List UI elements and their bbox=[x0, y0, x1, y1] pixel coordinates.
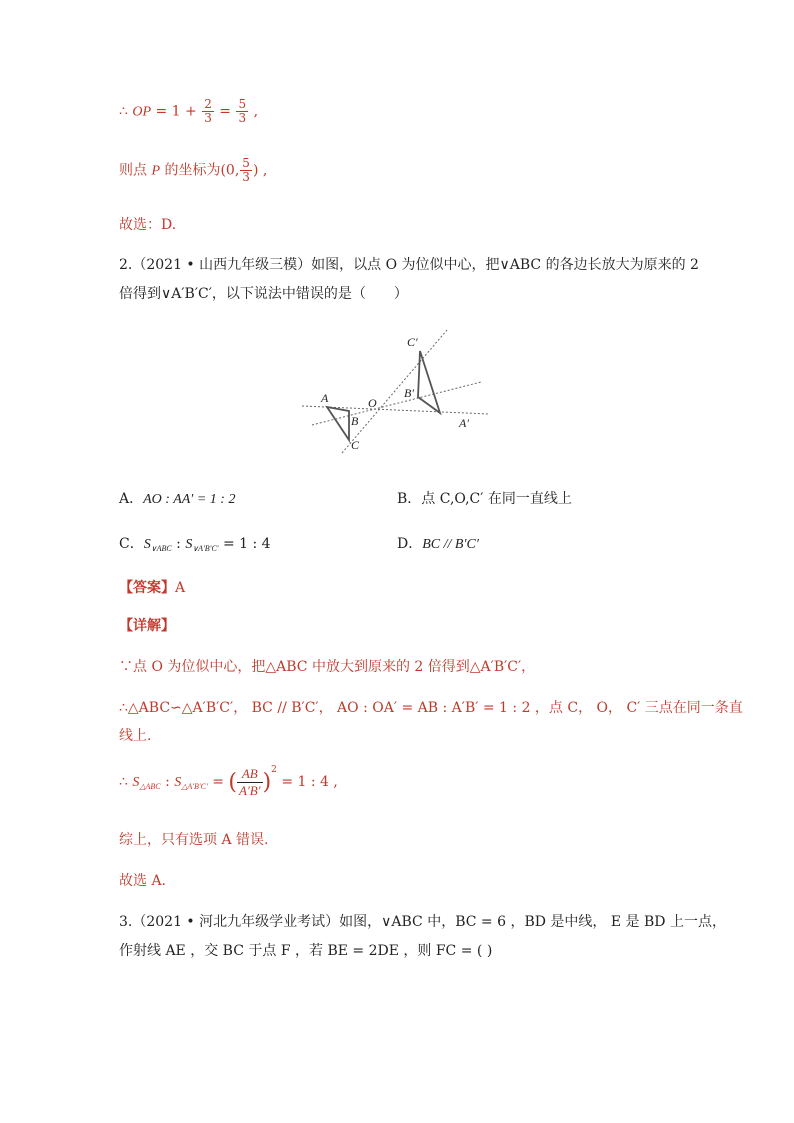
frac-num: 2 bbox=[204, 97, 212, 111]
option-d-text: BC // B′C′ bbox=[422, 537, 479, 552]
equals: = bbox=[214, 103, 236, 120]
ratio: = 1 : 4 , bbox=[276, 774, 338, 790]
label-o: O bbox=[368, 396, 377, 410]
therefore-symbol: ∴ bbox=[119, 774, 133, 790]
colon: : bbox=[160, 774, 175, 790]
frac-den: 3 bbox=[242, 170, 250, 184]
coord-open: (0, bbox=[220, 162, 240, 179]
comma: , bbox=[258, 162, 268, 179]
therefore-symbol: ∴ bbox=[119, 103, 133, 120]
solution-line-summary: 综上，只有选项 A 错误. bbox=[119, 832, 269, 848]
s-symbol: S bbox=[174, 775, 182, 790]
detail-tag: 【详解】 bbox=[119, 618, 175, 634]
frac-num: AB bbox=[237, 766, 263, 783]
solution-line-choose: 故选 A. bbox=[119, 873, 167, 889]
frac-num: 5 bbox=[242, 156, 250, 170]
label-c-prime: C′ bbox=[407, 335, 418, 349]
option-a bbox=[119, 488, 235, 508]
option-d-label: D． bbox=[397, 536, 423, 552]
homothety-figure bbox=[297, 328, 497, 458]
frac-den: A′B′ bbox=[239, 782, 261, 798]
s-symbol: S bbox=[185, 537, 193, 552]
point-p: P bbox=[151, 163, 161, 179]
choose-d: 故选：D. bbox=[119, 217, 177, 233]
label-a: A bbox=[321, 391, 329, 405]
solution-line-2: ∴△ABC∽△A′B′C′， BC // B′C′， AO : OA′ = AB : A′B′ = 1 : 2 ，点 C， O， C′ 三点在同一条直 bbox=[119, 700, 743, 716]
triangle-abc bbox=[327, 407, 349, 440]
frac-num: 5 bbox=[238, 97, 247, 111]
label-c: C bbox=[351, 438, 360, 452]
solution-line-coordinate bbox=[119, 157, 267, 184]
answer-value: A bbox=[175, 580, 186, 596]
fraction-five-thirds bbox=[236, 98, 248, 125]
solution-line-3: 线上. bbox=[119, 728, 152, 744]
answer-tag: 【答案】 bbox=[119, 580, 175, 596]
fraction-two-thirds bbox=[202, 98, 214, 125]
exponent: 2 bbox=[271, 765, 277, 775]
option-d bbox=[397, 533, 479, 553]
question-2-line-2: 倍得到∨A′B′C′，以下说法中错误的是（ ） bbox=[119, 286, 408, 302]
option-c bbox=[119, 533, 271, 553]
subscript: ∨ABC bbox=[150, 544, 172, 553]
equals-plus: = 1 + bbox=[151, 103, 202, 120]
option-b-label: B． bbox=[397, 491, 422, 507]
option-a-text: AO : AA′ = 1 : 2 bbox=[143, 492, 236, 507]
right-paren: ) bbox=[262, 769, 272, 795]
left-paren: ( bbox=[228, 769, 237, 795]
ab-fraction bbox=[237, 766, 263, 799]
label-b-prime: B′ bbox=[404, 386, 414, 400]
subscript: ∨A′B′C′ bbox=[192, 544, 219, 553]
frac-den: 3 bbox=[204, 111, 212, 125]
s-symbol: S bbox=[132, 775, 140, 790]
option-b-text: 点 C,O,C′ 在同一直线上 bbox=[421, 491, 572, 507]
coord-close: ) bbox=[252, 162, 259, 179]
subscript: △A′B′C′ bbox=[181, 782, 208, 791]
label-b: B bbox=[351, 414, 359, 428]
ratio: = 1 : 4 bbox=[218, 536, 271, 552]
subscript: △ABC bbox=[139, 782, 161, 791]
text-pre: 则点 bbox=[119, 162, 152, 179]
question-3-line-1: 3.（2021 • 河北九年级学业考试）如图，∨ABC 中，BC = 6 ，BD 是中线， E 是 BD 上一点， bbox=[119, 914, 726, 930]
text-mid: 的坐标为 bbox=[160, 162, 221, 179]
colon: : bbox=[171, 536, 186, 552]
dashed-line-cc bbox=[342, 330, 447, 453]
s-symbol: S bbox=[143, 537, 151, 552]
solution-line-area-ratio bbox=[119, 765, 338, 799]
option-b bbox=[397, 488, 572, 508]
frac-den: 3 bbox=[238, 111, 247, 125]
option-a-label: A． bbox=[119, 491, 144, 507]
solution-line-op bbox=[119, 98, 258, 125]
equals: = bbox=[207, 774, 229, 790]
question-3-line-2: 作射线 AE ，交 BC 于点 F ，若 BE = 2DE ，则 FC = ( ) bbox=[119, 943, 493, 959]
solution-line-1: ∵点 O 为位似中心，把△ABC 中放大到原来的 2 倍得到△A′B′C′， bbox=[119, 659, 536, 675]
answer-line bbox=[119, 577, 185, 597]
fraction-five-thirds bbox=[240, 157, 252, 184]
option-c-label: C． bbox=[119, 536, 144, 552]
label-a-prime: A′ bbox=[459, 416, 469, 430]
op-label: OP bbox=[132, 104, 152, 120]
question-2-line-1: 2.（2021 • 山西九年级三模）如图，以点 O 为位似中心，把∨ABC 的各边长放大为原来的 2 bbox=[119, 257, 699, 273]
comma: , bbox=[249, 103, 259, 120]
